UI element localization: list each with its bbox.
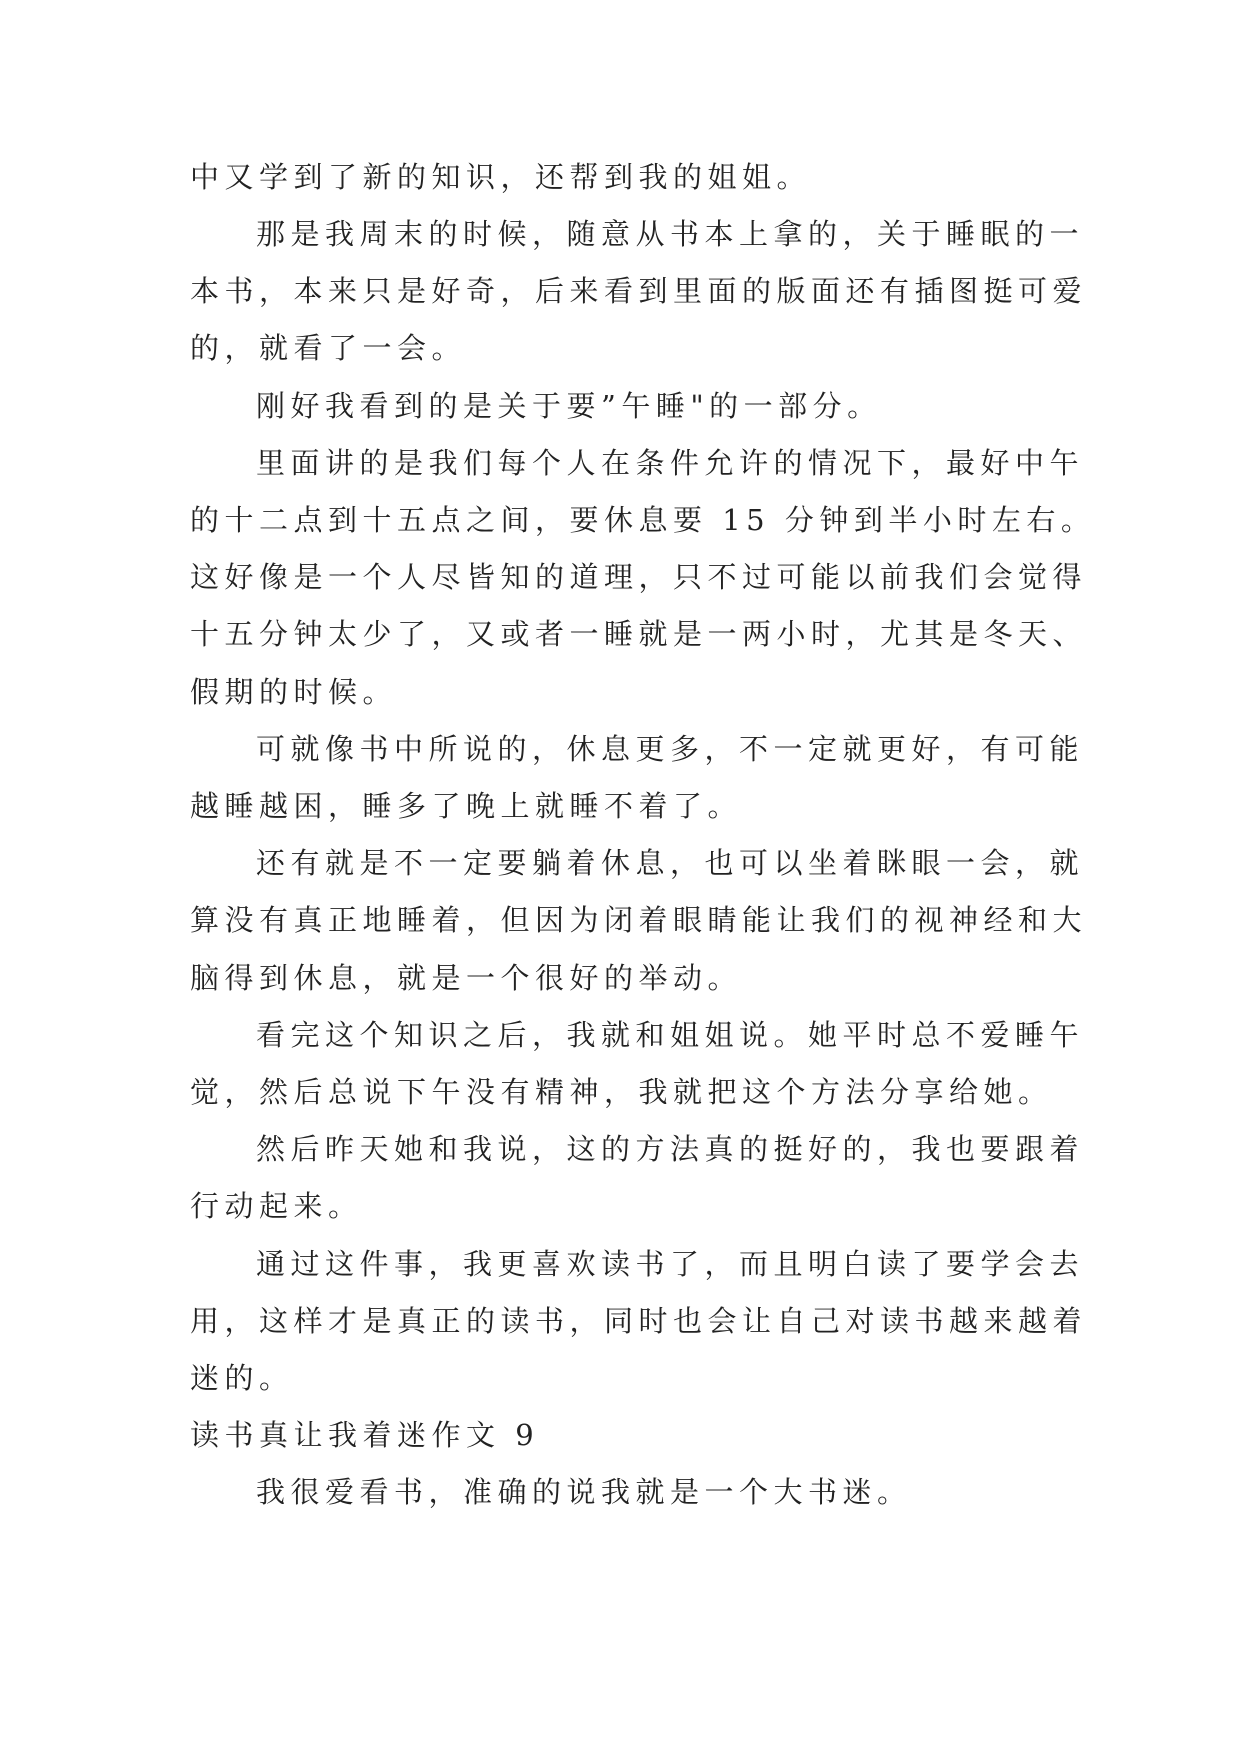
paragraph-line: 行动起来。 [190,1189,363,1223]
paragraph-line: 的十二点到十五点之间，要休息要 15 分钟到半小时左右。 [190,503,1096,537]
paragraph-line: 越睡越困，睡多了晚上就睡不着了。 [190,789,743,823]
paragraph-line: 本书，本来只是好奇，后来看到里面的版面还有插图挺可爱 [190,274,1088,308]
paragraph-line: 可就像书中所说的，休息更多，不一定就更好，有可能 [256,732,1085,766]
paragraph-line: 的，就看了一会。 [190,331,467,365]
paragraph-line: 用，这样才是真正的读书，同时也会让自己对读书越来越着 [190,1304,1088,1338]
paragraph-line: 那是我周末的时候，随意从书本上拿的，关于睡眠的一 [256,217,1085,251]
paragraph-line: 算没有真正地睡着，但因为闭着眼睛能让我们的视神经和大 [190,903,1088,937]
paragraph-line: 刚好我看到的是关于要”午睡"的一部分。 [256,389,882,423]
paragraph-line: 脑得到休息，就是一个很好的举动。 [190,961,743,995]
section-title: 读书真让我着迷作文 9 [190,1418,540,1452]
paragraph-line: 中又学到了新的知识，还帮到我的姐姐。 [190,160,812,194]
paragraph-line: 假期的时候。 [190,675,398,709]
paragraph-line: 看完这个知识之后，我就和姐姐说。她平时总不爱睡午 [256,1018,1085,1052]
paragraph-line: 迷的。 [190,1361,294,1395]
paragraph-line: 十五分钟太少了，又或者一睡就是一两小时，尤其是冬天、 [190,617,1088,651]
paragraph-line: 里面讲的是我们每个人在条件允许的情况下，最好中午 [256,446,1085,480]
paragraph-line: 我很爱看书，准确的说我就是一个大书迷。 [256,1475,912,1509]
paragraph-line: 觉，然后总说下午没有精神，我就把这个方法分享给她。 [190,1075,1053,1109]
paragraph-line: 这好像是一个人尽皆知的道理，只不过可能以前我们会觉得 [190,560,1088,594]
paragraph-line: 还有就是不一定要躺着休息，也可以坐着眯眼一会，就 [256,846,1085,880]
paragraph-line: 通过这件事，我更喜欢读书了，而且明白读了要学会去 [256,1247,1085,1281]
paragraph-line: 然后昨天她和我说，这的方法真的挺好的，我也要跟着 [256,1132,1085,1166]
